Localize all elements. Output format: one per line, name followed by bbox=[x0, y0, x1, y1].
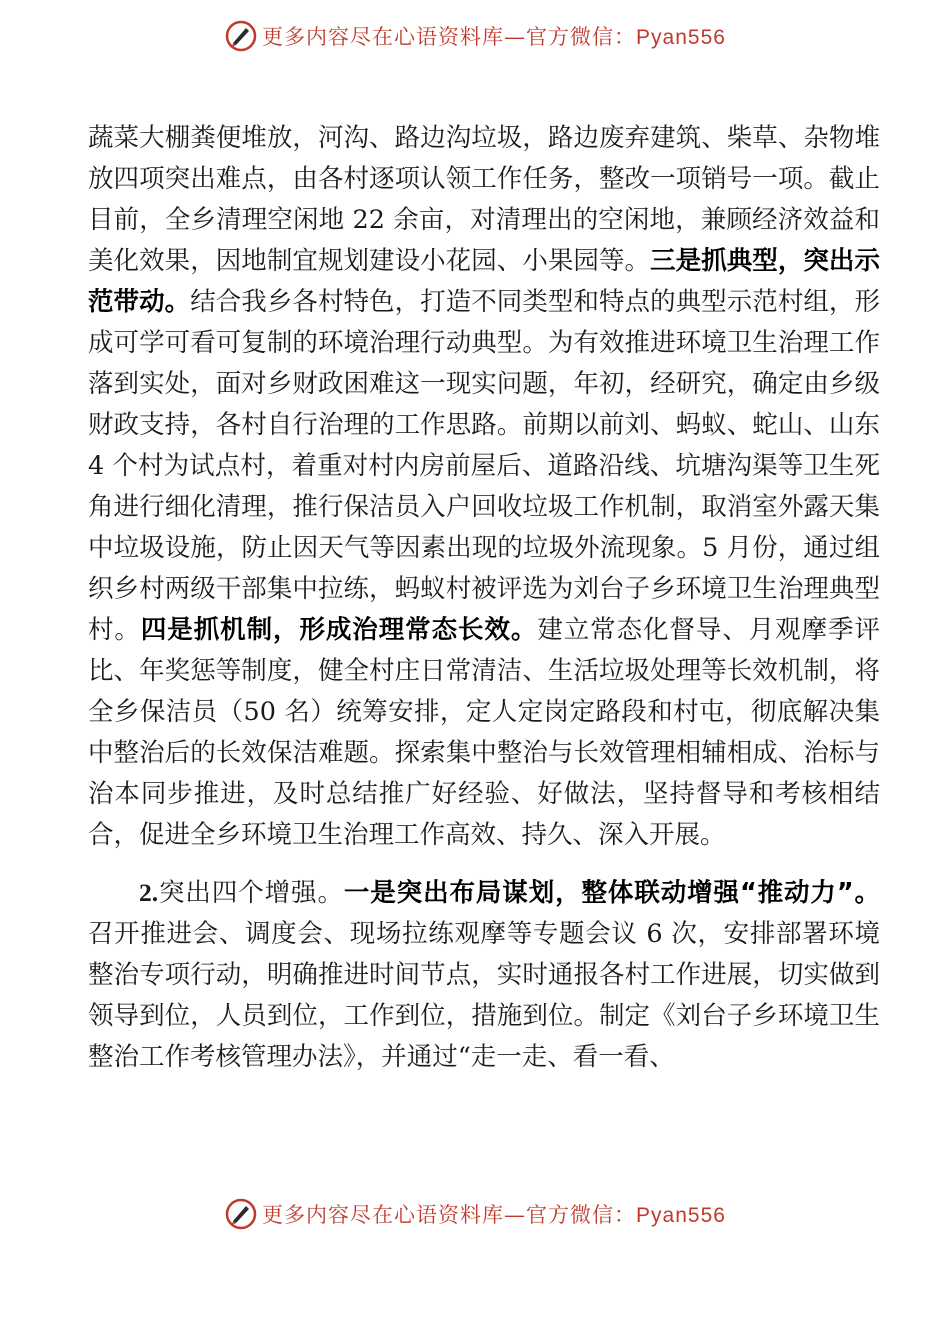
document-body bbox=[88, 118, 880, 1078]
section-number: 2. bbox=[139, 878, 159, 907]
watermark-text bbox=[262, 21, 726, 51]
watermark-slogan: 更多内容尽在心语资料库 bbox=[262, 1203, 505, 1227]
watermark-dash: — bbox=[504, 25, 527, 49]
section-heading: 突出四个增强。 bbox=[158, 878, 344, 908]
watermark-dash: — bbox=[504, 1203, 527, 1227]
watermark-wechat-label: 官方微信： bbox=[526, 1203, 637, 1227]
pen-nib-logo-icon bbox=[224, 19, 258, 53]
footer-watermark-banner bbox=[0, 1192, 950, 1236]
point-four-text: 建立常态化督导、月观摩季评比、年奖惩等制度，健全村庄日常清洁、生活垃圾处理等长效机制，将全乡保洁员（50 名）统筹安排，定人定岗定路段和村屯，彻底解决集中整治后的长效保洁难题。探索集中整治与长效管理相辅相成、治标与治本同步推进，及时总结推广好经验、好做法，坚持督导和考核相结合，促进全乡环境卫生治理工作高效、持久、深入开展。 bbox=[88, 615, 880, 850]
point-one-text: 召开推进会、调度会、现场拉练观摩等专题会议 6 次，安排部署环境整治专项行动，明确推进时间节点，实时通报各村工作进展，切实做到领导到位，人员到位，工作到位，措施到位。制定《刘台子乡环境卫生整治工作考核管理办法》，并通过“走一走、看一看、 bbox=[88, 919, 880, 1072]
watermark-wechat-id: Pyan556 bbox=[636, 1204, 726, 1227]
point-one-heading: 一是突出布局谋划，整体联动增强“推动力”。 bbox=[343, 878, 880, 908]
paragraph-1-text: 蔬菜大棚粪便堆放，河沟、路边沟垃圾，路边废弃建筑、柴草、杂物堆放四项突出难点，由各村逐项认领工作任务，整改一项销号一项。截止目前，全乡清理空闲地 22 余亩，对清理出的空闲地，兼顾经济效益和美化效果，因地制宜规划建设小花园、小果园等。 bbox=[88, 123, 880, 276]
paragraph-1 bbox=[88, 118, 880, 856]
point-three-heading: 三是抓典型，突出示范带动。 bbox=[88, 246, 880, 317]
paragraph-2 bbox=[88, 872, 880, 1078]
watermark-text bbox=[262, 1199, 726, 1229]
watermark-wechat-label: 官方微信： bbox=[526, 25, 637, 49]
watermark-wechat-id: Pyan556 bbox=[636, 26, 726, 49]
watermark-slogan: 更多内容尽在心语资料库 bbox=[262, 25, 505, 49]
point-three-text: 结合我乡各村特色，打造不同类型和特点的典型示范村组，形成可学可看可复制的环境治理行动典型。为有效推进环境卫生治理工作落到实处，面对乡财政困难这一现实问题，年初，经研究，确定由乡级财政支持，各村自行治理的工作思路。前期以前刘、蚂蚁、蛇山、山东 4 个村为试点村，着重对村内房前屋后、道路沿线、坑塘沟渠等卫生死角进行细化清理，推行保洁员入户回收垃圾工作机制，取消室外露天集中垃圾设施，防止因天气等因素出现的垃圾外流现象。5 月份，通过组织乡村两级干部集中拉练，蚂蚁村被评选为刘台子乡环境卫生治理典型村。 bbox=[88, 287, 880, 645]
point-four-heading: 四是抓机制，形成治理常态长效。 bbox=[140, 615, 538, 645]
pen-nib-logo-icon bbox=[224, 1197, 258, 1231]
header-watermark-banner bbox=[0, 14, 950, 58]
